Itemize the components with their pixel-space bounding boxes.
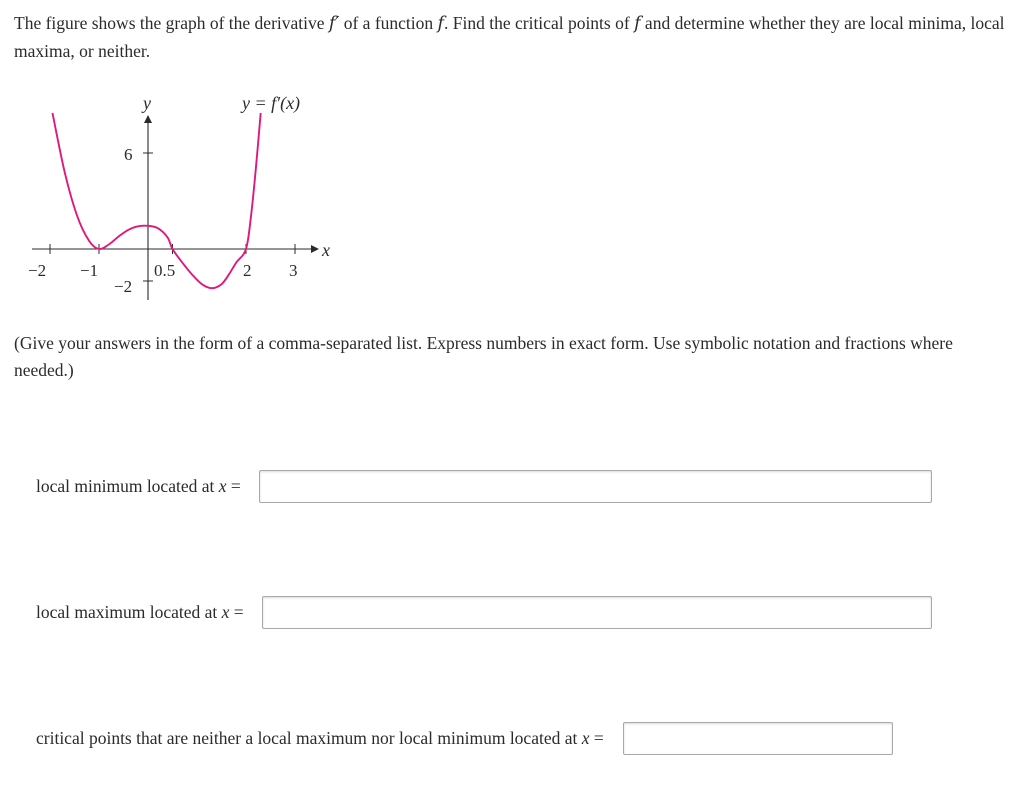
tick-label-x-2: 2 bbox=[243, 261, 252, 280]
equals-sign: = bbox=[226, 476, 241, 496]
question-part: and determine whether they are local minima, local maxima, or neither. bbox=[14, 13, 1005, 61]
curve-label: y = f′(x) bbox=[242, 93, 301, 113]
tick-label-x-neg2: −2 bbox=[28, 261, 47, 280]
tick-label-y-6: 6 bbox=[124, 145, 133, 164]
neither-label bbox=[36, 728, 604, 749]
y-axis-label: y bbox=[143, 93, 151, 113]
x-variable: x bbox=[218, 476, 227, 496]
equals-sign: = bbox=[589, 728, 604, 748]
local-min-label bbox=[36, 476, 241, 497]
f-symbol: f bbox=[437, 14, 445, 34]
answer-instructions: (Give your answers in the form of a comma-separated list. Express numbers in exact form. Use symbolic notation and fractions where needed.) bbox=[14, 333, 953, 380]
local-max-label bbox=[36, 602, 244, 623]
local-min-label-text: local minimum located at bbox=[36, 476, 219, 496]
question-part: of a function bbox=[339, 13, 438, 33]
question-part: . Find the critical points of bbox=[444, 13, 635, 33]
derivative-graph bbox=[0, 0, 360, 320]
local-max-row bbox=[36, 596, 932, 629]
neither-input[interactable] bbox=[623, 722, 893, 755]
f-symbol: f bbox=[634, 14, 641, 34]
f-prime-symbol: f′ bbox=[328, 14, 340, 34]
tick-label-x-0-5: 0.5 bbox=[154, 261, 176, 280]
tick-label-y-neg2: −2 bbox=[114, 277, 133, 296]
local-max-label-text: local maximum located at bbox=[36, 602, 222, 622]
local-min-row bbox=[36, 470, 932, 503]
x-axis-label: x bbox=[322, 240, 330, 260]
x-variable: x bbox=[581, 728, 590, 748]
question-part: The figure shows the graph of the derivative bbox=[14, 13, 329, 33]
equals-sign: = bbox=[229, 602, 244, 622]
local-max-input[interactable] bbox=[262, 596, 932, 629]
tick-label-x-neg1: −1 bbox=[80, 261, 99, 280]
x-variable: x bbox=[221, 602, 230, 622]
local-min-input[interactable] bbox=[259, 470, 932, 503]
neither-label-text: critical points that are neither a local maximum nor local minimum located at bbox=[36, 728, 582, 748]
tick-label-x-3: 3 bbox=[289, 261, 298, 280]
neither-row bbox=[36, 722, 893, 755]
